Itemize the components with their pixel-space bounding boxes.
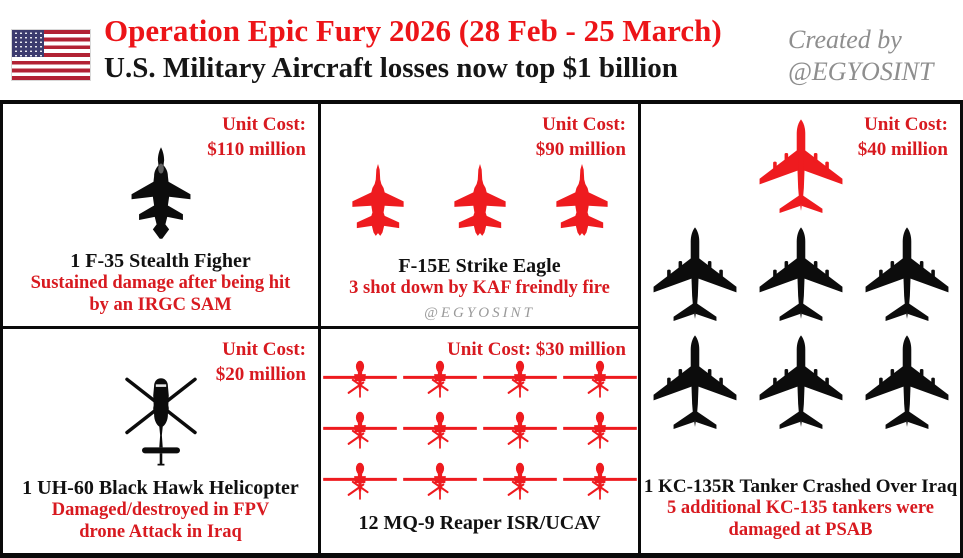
f15-caption: F-15E Strike Eagle (398, 254, 561, 277)
mq9-silhouette-icon (482, 408, 558, 454)
kc135-detail-1: 5 additional KC-135 tankers were (667, 498, 934, 518)
panels-grid (0, 100, 963, 558)
panel-kc135 (641, 104, 960, 553)
f35-unit-cost-label: Unit Cost: (222, 114, 306, 135)
column-middle (321, 104, 641, 553)
mq9-silhouette-icon (562, 357, 638, 403)
f35-silhouette-icon (129, 146, 193, 240)
mq9-unit-cost (447, 337, 626, 362)
uh60-unit-cost-value: $20 million (215, 364, 306, 385)
watermark: @EGYOSINT (424, 305, 535, 321)
header (0, 0, 963, 100)
mq9-silhouette-icon (322, 357, 398, 403)
f35-unit-cost-value: $110 million (207, 139, 306, 160)
kc135-silhouette-icon (752, 334, 850, 434)
mq9-silhouette-icon (482, 357, 558, 403)
mq9-caption-block (321, 512, 638, 553)
kc135-detail-2: damaged at PSAB (728, 519, 873, 540)
mq9-silhouette-icon (402, 408, 478, 454)
mq9-silhouette-icon (562, 408, 638, 454)
mq9-silhouette-icon (562, 459, 638, 505)
panel-f35 (3, 104, 318, 329)
kc135-silhouette-icon (858, 226, 956, 326)
uh60-caption-block (3, 477, 318, 553)
kc135-caption-block (641, 475, 960, 553)
title-block (104, 12, 722, 87)
f15-silhouette-icon (349, 164, 407, 242)
uh60-caption: 1 UH-60 Black Hawk Helicopter (22, 477, 299, 499)
kc135-unit-cost (858, 112, 948, 162)
credit-handle: @EGYOSINT (788, 57, 934, 86)
kc135-unit-cost-label: Unit Cost: (864, 114, 948, 135)
panel-uh60 (3, 329, 318, 553)
kc135-silhouette-icon (858, 334, 956, 434)
kc135-silhouette-icon (646, 226, 744, 326)
mq9-silhouette-icon (402, 459, 478, 505)
uh60-detail-1: Damaged/destroyed in FPV (51, 500, 270, 520)
f35-unit-cost (207, 112, 306, 162)
f15-silhouette-icon (553, 164, 611, 242)
kc135-icon-row (646, 226, 956, 326)
f15-unit-cost-value: $90 million (535, 139, 626, 160)
mq9-silhouette-icon (322, 408, 398, 454)
f35-detail-1: Sustained damage after being hit (30, 273, 291, 293)
uh60-unit-cost-label: Unit Cost: (222, 339, 306, 360)
f35-caption: 1 F-35 Stealth Figher (70, 250, 251, 272)
kc135-silhouette-icon (646, 334, 744, 434)
f15-icon-row (349, 164, 611, 242)
page-subtitle: U.S. Military Aircraft losses now top $1 billion (104, 52, 678, 84)
uh60-detail-2: drone Attack in Iraq (79, 521, 242, 542)
mq9-silhouette-icon (322, 459, 398, 505)
credit-line1: Created by (788, 25, 902, 54)
mq9-icon-grid (322, 357, 638, 505)
f15-unit-cost (536, 112, 626, 162)
us-flag-canton (12, 30, 44, 57)
f35-caption-block (3, 250, 318, 326)
f15-silhouette-icon (451, 164, 509, 242)
kc135-silhouette-icon (752, 226, 850, 326)
uh60-unit-cost (216, 337, 306, 387)
kc135-silhouette-icon-red (752, 118, 850, 218)
mq9-silhouette-icon (482, 459, 558, 505)
panel-f15 (321, 104, 638, 329)
column-left (3, 104, 321, 553)
f15-unit-cost-label: Unit Cost: (542, 114, 626, 135)
credit (788, 24, 933, 88)
page-title: Operation Epic Fury 2026 (28 Feb - 25 March) (104, 13, 722, 48)
mq9-caption: 12 MQ-9 Reaper ISR/UCAV (358, 512, 601, 534)
mq9-silhouette-icon (402, 357, 478, 403)
uh60-silhouette-icon (111, 361, 211, 475)
f15-caption-block (321, 255, 638, 327)
column-right (641, 104, 960, 553)
mq9-unit-cost-label: Unit Cost: $30 million (447, 339, 626, 360)
panel-mq9 (321, 329, 638, 553)
kc135-caption: 1 KC-135R Tanker Crashed Over Iraq (643, 476, 958, 497)
kc135-icon-row (646, 334, 956, 434)
f15-detail-1: 3 shot down by KAF freindly fire (349, 277, 610, 298)
f35-detail-2: by an IRGC SAM (89, 294, 232, 315)
us-flag-icon (12, 30, 90, 80)
kc135-unit-cost-value: $40 million (857, 139, 948, 160)
